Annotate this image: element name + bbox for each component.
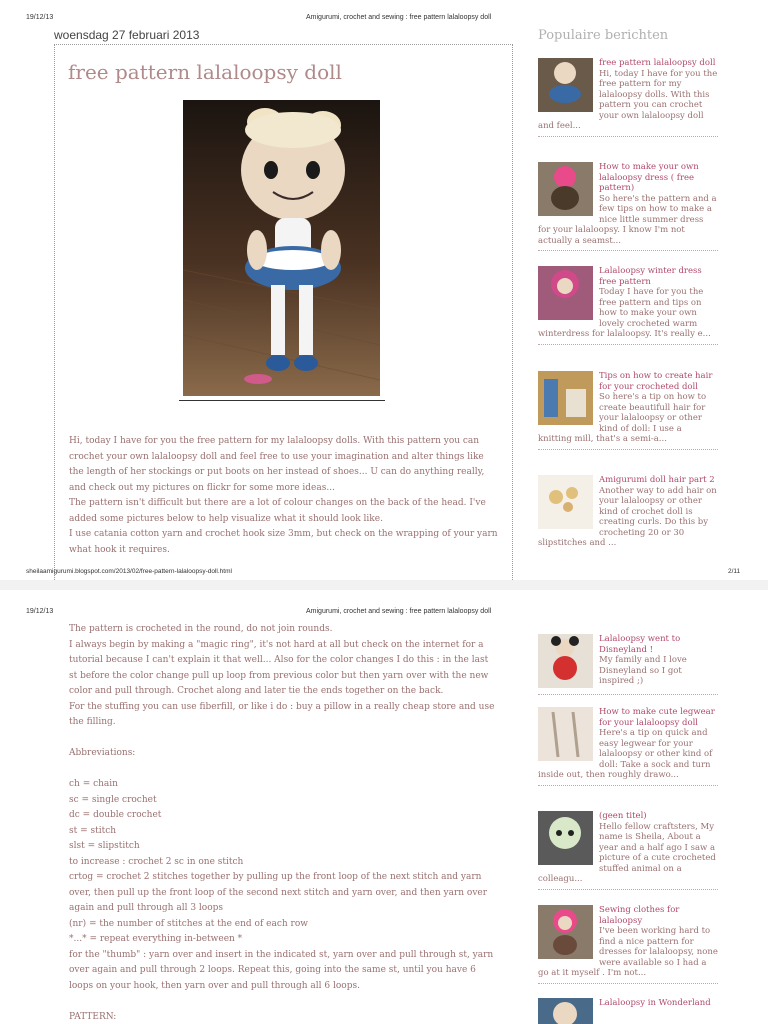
print-footer-url: sheilaamigurumi.blogspot.com/2013/02/free-pattern-lalaloopsy-doll.html (26, 568, 232, 575)
doll-photo-illustration (183, 100, 380, 396)
popular-post-snippet: Today I have for you the free pattern and tips on how to make your own lovely crocheted warm winterdress for lalaloopsy. It's really e... (538, 287, 711, 339)
popular-post-item[interactable] (538, 634, 718, 695)
post-thumbnail[interactable] (538, 811, 593, 865)
post-date: woensdag 27 februari 2013 (54, 28, 200, 42)
body-line: dc = double crochet (69, 810, 162, 820)
body-line: The pattern is crocheted in the round, do not join rounds. (69, 624, 333, 634)
body-line: Abbreviations: (69, 748, 136, 758)
printed-page-2 (0, 590, 768, 1024)
post-thumbnail[interactable] (538, 707, 593, 761)
body-line: sc = single crochet (69, 794, 157, 805)
popular-posts-heading: Populaire berichten (538, 28, 669, 43)
post-thumbnail[interactable] (538, 998, 593, 1024)
post-thumbnail[interactable] (538, 58, 593, 112)
photo-divider (179, 400, 385, 401)
popular-post-item[interactable] (538, 707, 718, 786)
body-line: ch = chain (69, 779, 118, 789)
post-title-link[interactable]: free pattern lalaloopsy doll (68, 60, 342, 84)
paragraph-2: The pattern isn't difficult but there are a lot of colour changes on the back of the head. I've added some pictures below to help visualize what it should look like. (69, 498, 486, 524)
body-line: PATTERN: (69, 1011, 117, 1022)
popular-post-snippet: Hi, today I have for you the free pattern for my lalaloopsy dolls. With this pattern you can crochet your own lalaloopsy doll and feel... (538, 68, 718, 131)
print-header-date: 19/12/13 (26, 14, 54, 21)
popular-post-item[interactable] (538, 371, 718, 450)
paragraph-1: Hi, today I have for you the free pattern for my lalaloopsy dolls. With this pattern you can crochet your own lalaloopsy doll and feel free to use your imagination and alter things like the length of her stockings or put boots on her instead of shoes... U can do anything really, and check out my pictures on flickr for some more ideas... (69, 436, 485, 493)
post-thumbnail[interactable] (538, 266, 593, 320)
body-line: to increase : crochet 2 sc in one stitch (69, 856, 244, 867)
body-line: (nr) = the number of stitches at the end of each row (69, 918, 308, 929)
post-thumbnail[interactable] (538, 905, 593, 959)
body-line: crtog = crochet 2 stitches together by pulling up the front loop of the next stitch and yarn over, then pull up the front loop of the second next stitch and yarn over, and then yarn over again and pull through all 3 loops (69, 872, 488, 913)
doll-photo[interactable] (183, 100, 380, 396)
print-header-title: Amigurumi, crochet and sewing : free pattern lalaloopsy doll (306, 608, 492, 615)
popular-post-item[interactable] (538, 475, 718, 553)
popular-post-title[interactable]: Lalaloopsy winter dress free pattern (599, 266, 702, 287)
print-header-date: 19/12/13 (26, 608, 54, 615)
body-line: st = stitch (69, 825, 117, 836)
popular-post-item[interactable] (538, 998, 718, 1024)
post-thumbnail[interactable] (538, 162, 593, 216)
popular-post-title[interactable]: Lalaloopsy went to Disneyland ! (599, 634, 681, 655)
popular-post-title[interactable]: (geen titel) (599, 811, 647, 821)
popular-post-snippet: So here's the pattern and a few tips on how to make a nice little summer dress for your lalaloopsy. I know I'm not actually a seamst... (538, 193, 717, 246)
popular-post-item[interactable] (538, 162, 718, 251)
popular-post-title[interactable]: free pattern lalaloopsy doll (599, 58, 716, 68)
popular-post-snippet: Here's a tip on quick and easy legwear for your lalaloopsy or other kind of doll: Take a sock and turn inside out, then roughly drawo... (538, 728, 713, 780)
popular-post-snippet: Another way to add hair on your lalaloopsy or other kind of crochet doll is creating curls. Do this by crocheting 20 or 30 slipstitches and ... (538, 485, 717, 548)
body-line: *...* = repeat everything in-between * (69, 934, 243, 944)
popular-post-item[interactable] (538, 266, 718, 345)
popular-post-title[interactable]: How to make your own lalaloopsy dress ( free pattern) (599, 162, 699, 193)
popular-post-item[interactable] (538, 811, 718, 890)
body-line: slst = slipstitch (69, 841, 140, 851)
popular-post-title[interactable]: Sewing clothes for lalaloopsy (599, 905, 680, 926)
popular-post-snippet: So here's a tip on how to create beautifull hair for your lalaloopsy or other kind of doll: I use a knitting mill, that's a semi-a... (538, 392, 707, 444)
post-thumbnail[interactable] (538, 634, 593, 688)
popular-post-title[interactable]: Lalaloopsy in Wonderland (599, 998, 711, 1008)
popular-post-snippet: I've been working hard to find a nice pattern for dresses for lalaloopsy, none were available so I had a go at it myself . I'm not... (538, 926, 718, 978)
print-header-title: Amigurumi, crochet and sewing : free pattern lalaloopsy doll (306, 14, 492, 21)
body-line (69, 731, 499, 747)
popular-post-snippet: My family and I love Disneyland so I got inspired ;) (599, 655, 687, 686)
body-line: for the "thumb" : yarn over and insert in the indicated st, yarn over and pull through st, yarn over again and pull through 2 loops. Repeat this, going into the same st, until you have 6 loops on your hook, then yarn over and pull through all 6 loops. (69, 949, 494, 991)
popular-post-snippet: Hello fellow craftsters, My name is Sheila, About a year and a half ago I saw a picture of a cute crocheted stuffed animal on a colleagu... (538, 821, 716, 884)
body-line (69, 762, 499, 778)
post-body-continued (69, 622, 499, 1024)
post-thumbnail[interactable] (538, 371, 593, 425)
paragraph-3: I use catania cotton yarn and crochet hook size 3mm, but check on the wrapping of your yarn what hook it requires. (69, 529, 498, 555)
print-footer-page: 2/11 (728, 568, 741, 575)
popular-post-item[interactable] (538, 58, 718, 137)
body-line: For the stuffing you can use fiberfill, or like i do : buy a pillow in a really cheap store and use the filling. (69, 701, 495, 727)
popular-post-title[interactable]: Amigurumi doll hair part 2 (599, 475, 715, 485)
post-body-intro (69, 434, 499, 558)
popular-post-item[interactable] (538, 905, 718, 984)
popular-post-title[interactable]: Tips on how to create hair for your crocheted doll (599, 371, 713, 392)
body-line (69, 994, 499, 1010)
post-thumbnail[interactable] (538, 475, 593, 529)
popular-post-title[interactable]: How to make cute legwear for your lalaloopsy doll (599, 707, 715, 728)
body-line: I always begin by making a "magic ring", it's not hard at all but check on the internet for a tutorial because I can't explain it that well... Also for the color changes I do this : in the last st before the color change pull up loop from previous color but then yarn over with the new color and pull through. Crochet along and later tie the ends together on the back. (69, 639, 489, 696)
page-gap (0, 580, 768, 590)
